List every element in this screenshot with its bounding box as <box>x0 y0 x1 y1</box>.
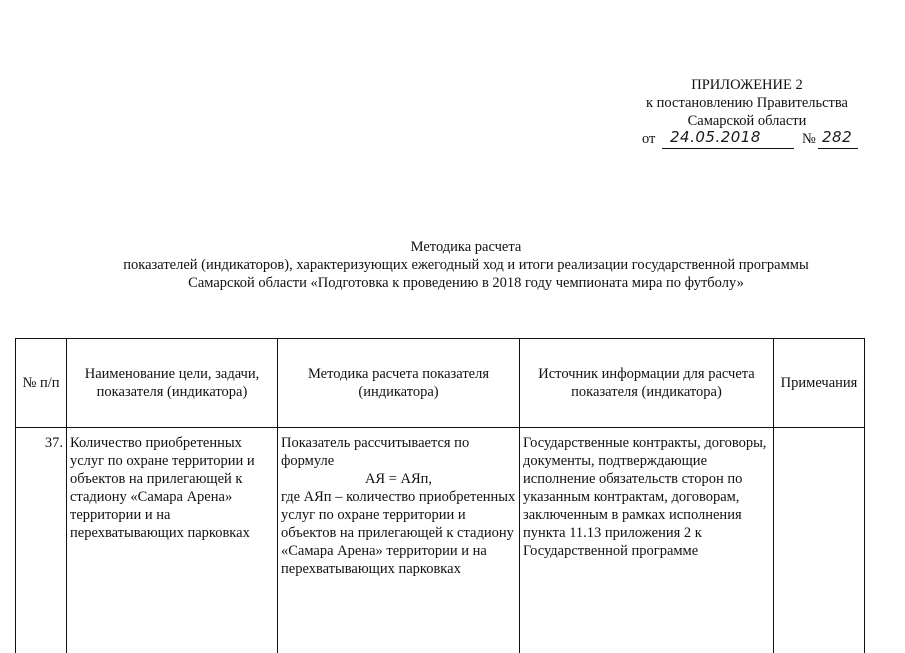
heading-title: Методика расчета <box>410 239 522 255</box>
header-num: № п/п <box>16 339 67 428</box>
table-row <box>16 428 865 653</box>
heading-subtitle-line2: Самарской области «Подготовка к проведению в 2018 году чемпионата мира по футболу» <box>188 275 744 291</box>
header-name: Наименование цели, задачи, показателя (индикатора) <box>67 339 278 428</box>
appendix-block <box>620 76 874 150</box>
header-notes: Примечания <box>774 339 865 428</box>
from-label: от <box>642 131 656 147</box>
heading-subtitle-line1: показателей (индикаторов), характеризующих ежегодный ход и итоги реализации государственной программы <box>123 257 809 273</box>
indicator-table <box>15 338 865 653</box>
row-method <box>278 428 520 653</box>
header-method: Методика расчета показателя (индикатора) <box>278 339 520 428</box>
appendix-resolution-line: к постановлению Правительства <box>646 95 848 111</box>
row-source: Государственные контракты, договоры, документы, подтверждающие исполнение обязательств сторон по указанным контрактам, договорам, заключенным в рамках исполнения пункта 11.13 приложения 2 к Государственной программе <box>520 428 774 653</box>
method-intro: Показатель рассчитывается по формуле <box>281 435 470 469</box>
row-name: Количество приобретенных услуг по охране территории и объектов на прилегающей к стадиону «Самара Арена» территории и на перехватывающих парковках <box>67 428 278 653</box>
header-source: Источник информации для расчета показателя (индикатора) <box>520 339 774 428</box>
appendix-date-line <box>620 130 874 150</box>
row-num: 37. <box>16 428 67 653</box>
document-heading <box>60 238 872 292</box>
table-header-row <box>16 339 865 428</box>
handwritten-date: 24.05.2018 <box>670 128 761 146</box>
appendix-title: ПРИЛОЖЕНИЕ 2 <box>691 77 803 93</box>
appendix-region-line: Самарской области <box>687 113 807 129</box>
row-notes <box>774 428 865 653</box>
handwritten-number: 282 <box>822 128 853 146</box>
method-description: где АЯп – количество приобретенных услуг по охране территории и объектов на прилегающей к стадиону «Самара Арена» территории и на перехватывающих парковках <box>281 489 516 577</box>
method-formula: АЯ = АЯп, <box>364 471 433 487</box>
number-label: № <box>802 131 816 147</box>
